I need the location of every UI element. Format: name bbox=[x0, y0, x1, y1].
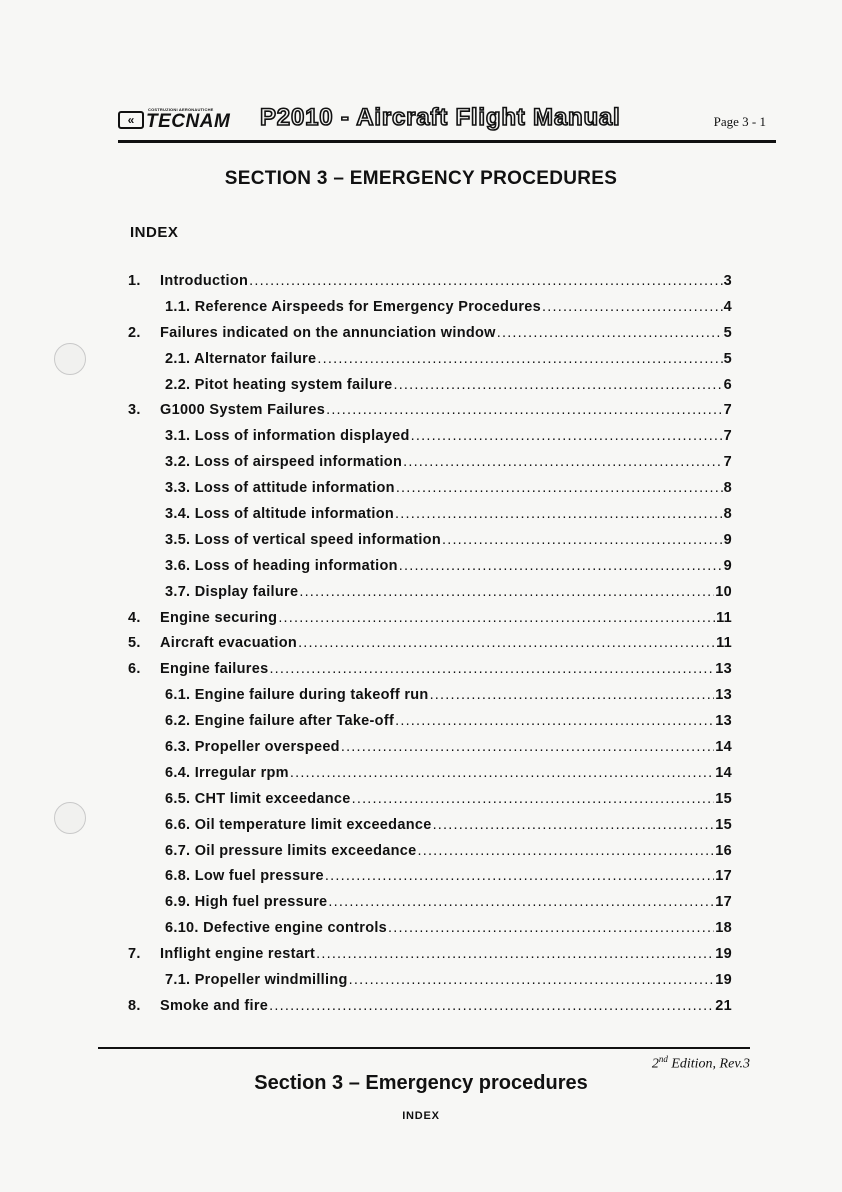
footer-subtitle: INDEX bbox=[402, 1110, 440, 1122]
toc-entry-title: Engine failures bbox=[160, 661, 269, 678]
toc-dot-leader bbox=[411, 428, 723, 444]
toc-entry-title: 3.7. Display failure bbox=[165, 583, 299, 600]
toc-entry-page: 9 bbox=[723, 531, 732, 548]
toc-entry-page: 17 bbox=[715, 894, 732, 911]
section-title: SECTION 3 – EMERGENCY PROCEDURES bbox=[224, 168, 618, 189]
toc-entry-page: 13 bbox=[715, 661, 732, 678]
toc-entry-number: 5. bbox=[128, 635, 141, 652]
toc-dot-leader bbox=[388, 920, 714, 936]
toc-dot-leader bbox=[299, 584, 714, 600]
toc-entry-page: 8 bbox=[723, 480, 732, 497]
table-of-contents bbox=[128, 273, 732, 1024]
toc-entry[interactable] bbox=[128, 428, 732, 454]
toc-entry-page: 14 bbox=[715, 739, 732, 756]
toc-entry-page: 11 bbox=[716, 609, 732, 626]
toc-entry-page: 11 bbox=[716, 635, 732, 652]
toc-entry-number: 6. bbox=[128, 661, 141, 678]
toc-dot-leader bbox=[399, 558, 723, 574]
toc-entry-page: 3 bbox=[723, 273, 732, 289]
toc-entry[interactable] bbox=[128, 687, 732, 713]
logo-arrow-icon: « bbox=[118, 111, 144, 129]
toc-entry-page: 19 bbox=[715, 946, 732, 963]
toc-dot-leader bbox=[325, 868, 714, 884]
toc-entry-page: 17 bbox=[715, 868, 732, 885]
punch-hole bbox=[54, 802, 86, 834]
toc-entry-title: 2.2. Pitot heating system failure bbox=[165, 376, 393, 393]
toc-entry-number: 8. bbox=[128, 997, 141, 1014]
header-divider bbox=[118, 140, 776, 143]
toc-entry-title: 3.6. Loss of heading information bbox=[165, 557, 398, 574]
toc-entry-page: 19 bbox=[715, 972, 732, 989]
toc-entry-number: 2. bbox=[128, 324, 141, 341]
toc-dot-leader bbox=[430, 687, 715, 703]
toc-entry-title: Introduction bbox=[160, 273, 249, 289]
toc-entry-title: 3.1. Loss of information displayed bbox=[165, 428, 410, 445]
page-header bbox=[118, 105, 776, 135]
manual-title: P2010 - Aircraft Flight Manual bbox=[260, 104, 621, 131]
toc-dot-leader bbox=[316, 946, 714, 962]
toc-entry[interactable] bbox=[128, 894, 732, 920]
toc-dot-leader bbox=[497, 325, 723, 341]
toc-entry-title: 6.3. Propeller overspeed bbox=[165, 739, 340, 756]
footer-title: Section 3 – Emergency procedures bbox=[254, 1072, 588, 1094]
toc-dot-leader bbox=[269, 661, 714, 677]
toc-dot-leader bbox=[317, 351, 722, 367]
toc-entry-page: 5 bbox=[723, 350, 732, 367]
toc-entry-title: 6.2. Engine failure after Take-off bbox=[165, 713, 395, 730]
toc-entry[interactable] bbox=[128, 351, 732, 377]
edition-label bbox=[652, 1054, 750, 1073]
toc-dot-leader bbox=[442, 532, 723, 548]
toc-entry[interactable] bbox=[128, 868, 732, 894]
logo-wordmark: TECNAM bbox=[146, 111, 231, 132]
toc-entry-title: 6.5. CHT limit exceedance bbox=[165, 790, 351, 807]
toc-entry-title: 6.1. Engine failure during takeoff run bbox=[165, 687, 429, 704]
logo-tagline: COSTRUZIONI AERONAUTICHE bbox=[148, 107, 214, 112]
toc-entry-title: Smoke and fire bbox=[160, 997, 269, 1014]
toc-entry[interactable] bbox=[128, 920, 732, 946]
toc-entry-title: 3.4. Loss of altitude information bbox=[165, 506, 395, 523]
toc-entry-page: 21 bbox=[715, 997, 732, 1014]
toc-entry-title: 6.7. Oil pressure limits exceedance bbox=[165, 842, 417, 859]
toc-entry[interactable] bbox=[128, 946, 732, 972]
punch-hole bbox=[54, 343, 86, 375]
toc-entry-title: 6.8. Low fuel pressure bbox=[165, 868, 324, 885]
toc-entry[interactable] bbox=[128, 998, 732, 1024]
toc-entry-number: 4. bbox=[128, 609, 141, 626]
edition-ordinal: 2 bbox=[651, 1056, 659, 1072]
toc-entry-title: 6.6. Oil temperature limit exceedance bbox=[165, 816, 432, 833]
toc-entry[interactable] bbox=[128, 454, 732, 480]
toc-entry-page: 16 bbox=[715, 842, 732, 859]
toc-dot-leader bbox=[393, 377, 722, 393]
toc-dot-leader bbox=[249, 273, 722, 289]
toc-dot-leader bbox=[326, 402, 723, 418]
toc-entry[interactable] bbox=[128, 402, 732, 428]
toc-dot-leader bbox=[396, 480, 723, 496]
tecnam-logo bbox=[118, 107, 240, 133]
toc-entry[interactable] bbox=[128, 739, 732, 765]
toc-entry-title: Inflight engine restart bbox=[160, 946, 316, 963]
toc-entry-title: G1000 System Failures bbox=[160, 402, 326, 419]
toc-entry-page: 7 bbox=[723, 402, 732, 419]
toc-entry[interactable] bbox=[128, 610, 732, 636]
toc-entry[interactable] bbox=[128, 843, 732, 869]
toc-entry[interactable] bbox=[128, 299, 732, 325]
toc-entry-title: 6.9. High fuel pressure bbox=[165, 894, 328, 911]
toc-entry-page: 13 bbox=[715, 713, 732, 730]
toc-entry-title: 6.10. Defective engine controls bbox=[165, 920, 388, 937]
toc-dot-leader bbox=[349, 972, 715, 988]
toc-entry[interactable] bbox=[128, 791, 732, 817]
toc-entry-page: 5 bbox=[723, 324, 732, 341]
toc-entry[interactable] bbox=[128, 635, 732, 661]
toc-dot-leader bbox=[269, 998, 714, 1014]
toc-entry-page: 4 bbox=[723, 298, 732, 315]
toc-entry-page: 18 bbox=[715, 920, 732, 937]
edition-suffix: nd bbox=[658, 1054, 668, 1064]
toc-entry[interactable] bbox=[128, 377, 732, 403]
toc-entry-title: Aircraft evacuation bbox=[160, 635, 298, 652]
toc-entry[interactable] bbox=[128, 532, 732, 558]
toc-entry-title: 2.1. Alternator failure bbox=[165, 350, 317, 367]
toc-dot-leader bbox=[433, 817, 715, 833]
toc-entry-page: 7 bbox=[723, 454, 732, 471]
toc-entry-page: 15 bbox=[715, 816, 732, 833]
toc-entry-page: 8 bbox=[723, 506, 732, 523]
toc-dot-leader bbox=[395, 506, 723, 522]
toc-entry[interactable] bbox=[128, 713, 732, 739]
toc-entry-title: 3.5. Loss of vertical speed information bbox=[165, 531, 441, 548]
toc-dot-leader bbox=[542, 299, 723, 315]
page-number: Page 3 - 1 bbox=[713, 114, 766, 129]
footer-divider bbox=[98, 1047, 750, 1049]
toc-entry-number: 1. bbox=[128, 273, 141, 289]
index-heading: INDEX bbox=[130, 224, 179, 241]
toc-entry-title: 3.3. Loss of attitude information bbox=[165, 480, 395, 497]
toc-entry[interactable] bbox=[128, 817, 732, 843]
toc-dot-leader bbox=[298, 635, 715, 651]
toc-dot-leader bbox=[395, 713, 714, 729]
toc-entry[interactable] bbox=[128, 325, 732, 351]
toc-entry[interactable] bbox=[128, 584, 732, 610]
toc-entry-page: 7 bbox=[723, 428, 732, 445]
toc-entry-title: Failures indicated on the annunciation window bbox=[160, 324, 496, 341]
toc-entry-title: Engine securing bbox=[160, 609, 278, 626]
toc-dot-leader bbox=[403, 454, 723, 470]
toc-entry[interactable] bbox=[128, 661, 732, 687]
toc-entry-page: 9 bbox=[723, 557, 732, 574]
toc-entry-page: 14 bbox=[715, 764, 732, 781]
toc-entry[interactable] bbox=[128, 972, 732, 998]
toc-entry[interactable] bbox=[128, 558, 732, 584]
toc-entry[interactable] bbox=[128, 480, 732, 506]
toc-dot-leader bbox=[328, 894, 714, 910]
toc-entry-page: 15 bbox=[715, 790, 732, 807]
toc-entry[interactable] bbox=[128, 765, 732, 791]
toc-dot-leader bbox=[352, 791, 715, 807]
toc-entry-title: 3.2. Loss of airspeed information bbox=[165, 454, 403, 471]
toc-entry-page: 6 bbox=[723, 376, 732, 393]
toc-entry-number: 3. bbox=[128, 402, 141, 419]
toc-dot-leader bbox=[278, 610, 715, 626]
toc-entry-title: 1.1. Reference Airspeeds for Emergency Procedures bbox=[165, 298, 542, 315]
toc-entry[interactable] bbox=[128, 273, 732, 299]
toc-entry-title: 7.1. Propeller windmilling bbox=[165, 972, 348, 989]
toc-entry-number: 7. bbox=[128, 946, 141, 963]
edition-revision: Edition, Rev.3 bbox=[667, 1056, 750, 1072]
toc-entry[interactable] bbox=[128, 506, 732, 532]
toc-dot-leader bbox=[290, 765, 714, 781]
toc-entry-page: 10 bbox=[715, 583, 732, 600]
toc-entry-page: 13 bbox=[715, 687, 732, 704]
toc-dot-leader bbox=[341, 739, 714, 755]
toc-dot-leader bbox=[418, 843, 715, 859]
toc-entry-title: 6.4. Irregular rpm bbox=[165, 764, 289, 781]
